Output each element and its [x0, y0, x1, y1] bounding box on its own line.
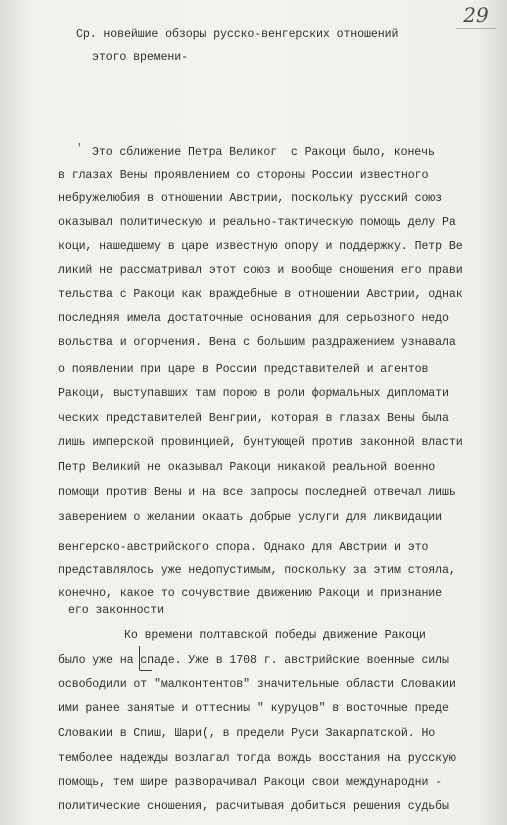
- body-line: в глазах Вены проявлением со стороны России известного: [58, 169, 429, 182]
- body-line: помощь, тем шире разворачивал Ракоци свои международни -: [58, 776, 443, 789]
- margin-mark: ': [76, 143, 83, 155]
- body-line: ческих представителей Венгрии, которая в глазах Вены была: [58, 412, 449, 425]
- body-line: темболее надежды возлагал тогда вождь восстания на русскую: [58, 752, 456, 765]
- body-line: представлялось уже недопустимым, поскольку за этим стояла,: [58, 564, 456, 577]
- body-line: его законности: [68, 604, 165, 617]
- body-line: венгерско-австрийского спора. Однако для Австрии и это: [58, 541, 429, 554]
- body-line: лишь имперской провинцией, бунтующей против законной власти: [58, 436, 463, 449]
- page-number: 29: [456, 2, 496, 29]
- body-line: тельства с Ракоци как враждебные в отношении Австрии, однак: [58, 288, 463, 301]
- note-line-2: этого времени-: [92, 51, 189, 64]
- body-line: заверением о желании окаать добрые услуги для ликвидации: [58, 511, 443, 524]
- body-line: ими ранее занятые и оттесниы " куруцов" в восточные преде: [58, 702, 449, 715]
- body-line: освободили от "малконтентов" значительные области Словакии: [58, 678, 456, 691]
- body-line: Словакии в Спиш, Шари(, в предели Руси Закарпатской. Но: [58, 727, 436, 740]
- paragraph-bracket-mark: [139, 646, 152, 671]
- body-line: коци, нашедшему в царе известную опору и поддержку. Петр Ве: [58, 240, 463, 253]
- body-line: Ко времени полтавской победы движение Ракоци: [124, 629, 426, 642]
- body-line: было уже на спаде. Уже в 1708 г. австрийские военные силы: [58, 654, 449, 667]
- body-line: о появлении при царе в России представителей и агентов: [58, 363, 429, 376]
- body-line: политические сношения, расчитывая добиться решения судьбы: [58, 800, 449, 813]
- body-line: вольства и огорчения. Вена с большим раздражением узнавала: [58, 336, 456, 349]
- body-line: последняя имела достаточные основания для серьозного недо: [58, 312, 449, 325]
- body-line: конечно, какое то сочувствие движению Ракоци и признание: [58, 587, 443, 600]
- note-line-1: Ср. новейшие обзоры русско-венгерских отношений: [76, 28, 399, 41]
- body-line: небружелюбия в отношении Австрии, поскольку русский союз: [58, 192, 443, 205]
- body-line: Ракоци, выступавших там порою в роли формальных дипломати: [58, 387, 449, 400]
- body-line: оказывал политическую и реально-тактическую помощь делу Ра: [58, 216, 456, 229]
- body-line: Петр Великий не оказывал Ракоци никакой реальной военно: [58, 461, 436, 474]
- body-line: ликий не рассматривал этот союз и вообще сношения его прави: [58, 264, 463, 277]
- body-line: Это сближение Петра Великог с Ракоци было, конечь: [92, 146, 435, 159]
- body-line: помощи против Вены и на все запросы последней отвечал лишь: [58, 486, 456, 499]
